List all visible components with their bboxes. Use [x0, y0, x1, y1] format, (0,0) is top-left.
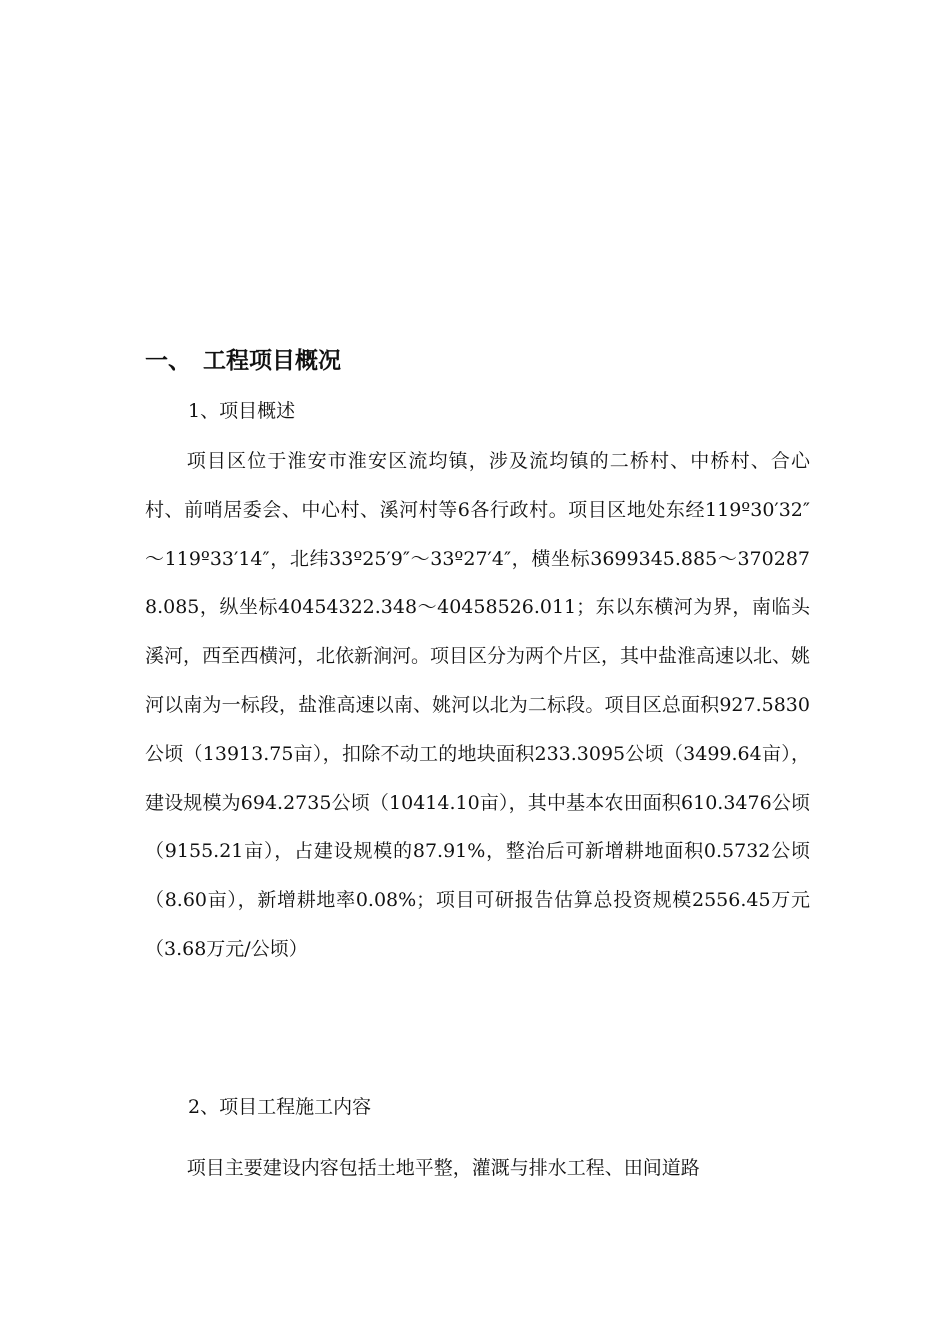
section-number: 一、: [145, 348, 191, 374]
paragraph-overview: 项目区位于淮安市淮安区流均镇，涉及流均镇的二桥村、中桥村、合心村、前哨居委会、中心村、溪河村等6各行政村。项目区地处东经119º30′32″～119º33′14″，北纬33º25′9″～33º27′4″，横坐标3699345.885～3702878.085，纵坐标40454322.348～40458526.011；东以东横河为界，南临头溪河，西至西横河，北依新涧河。项目区分为两个片区，其中盐淮高速以北、姚河以南为一标段，盐淮高速以南、姚河以北为二标段。项目区总面积927.5830公顷（13913.75亩），扣除不动工的地块面积233.3095公顷（3499.64亩），建设规模为694.2735公顷（10414.10亩），其中基本农田面积610.3476公顷（9155.21亩），占建设规模的87.91%，整治后可新增耕地面积0.5732公顷（8.60亩），新增耕地率0.08%；项目可研报告估算总投资规模2556.45万元（3.68万元/公顷）: [145, 450, 811, 960]
subsection-title-construction: 2、项目工程施工内容: [188, 1096, 372, 1118]
subsection-title-overview: 1、项目概述: [188, 400, 296, 422]
section-title: 工程项目概况: [203, 348, 341, 374]
section-heading: [145, 341, 341, 381]
paragraph-construction: 项目主要建设内容包括土地平整，灌溉与排水工程、田间道路: [186, 1157, 700, 1179]
